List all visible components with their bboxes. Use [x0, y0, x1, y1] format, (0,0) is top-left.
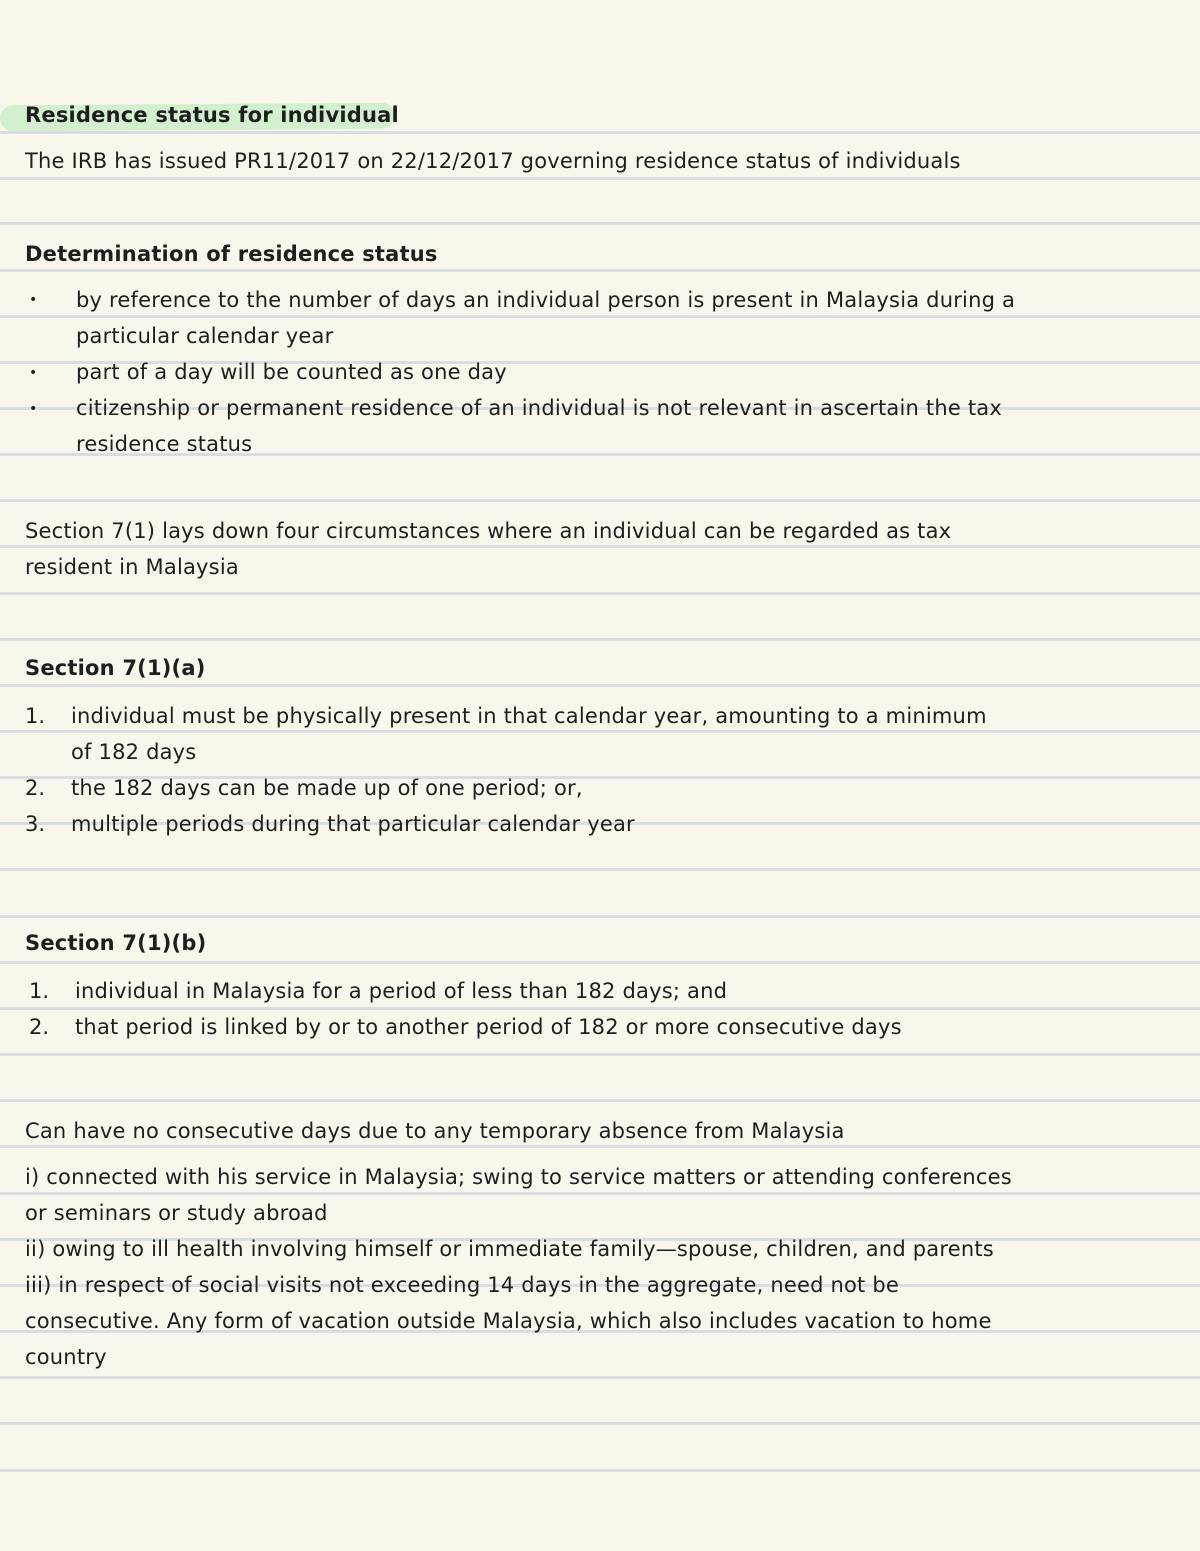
- list-number: 2.: [29, 1015, 50, 1039]
- section71a-item-2: the 182 days can be made up of one period; or,: [71, 776, 583, 800]
- determination-bullet-1-line-2: particular calendar year: [76, 324, 334, 348]
- rule-line: [0, 915, 1200, 918]
- absence-line-6: country: [25, 1345, 107, 1369]
- absence-line-1: i) connected with his service in Malaysia; swing to service matters or attending conferences: [25, 1165, 1012, 1189]
- rule-line: [0, 1099, 1200, 1102]
- section71-line-1: Section 7(1) lays down four circumstances where an individual can be regarded as tax: [25, 519, 952, 543]
- rule-line: [0, 1053, 1200, 1056]
- absence-line-5: consecutive. Any form of vacation outside Malaysia, which also includes vacation to home: [25, 1309, 992, 1333]
- rule-line: [0, 1376, 1200, 1379]
- section71b-item-2: that period is linked by or to another period of 182 or more consecutive days: [75, 1015, 902, 1039]
- section71b-heading: Section 7(1)(b): [25, 931, 207, 955]
- section71b-item-1: individual in Malaysia for a period of less than 182 days; and: [75, 979, 728, 1003]
- section71a-item-1-line-1: individual must be physically present in that calendar year, amounting to a minimum: [71, 704, 987, 728]
- section71a-heading: Section 7(1)(a): [25, 656, 206, 680]
- list-number: 1.: [25, 704, 46, 728]
- rule-line: [0, 1469, 1200, 1472]
- intro-text: The IRB has issued PR11/2017 on 22/12/2017 governing residence status of individuals: [25, 149, 961, 173]
- absence-heading: Can have no consecutive days due to any temporary absence from Malaysia: [25, 1119, 845, 1143]
- list-number: 2.: [25, 776, 46, 800]
- rule-line: [0, 592, 1200, 595]
- rule-line: [0, 499, 1200, 502]
- determination-heading: Determination of residence status: [25, 242, 438, 266]
- rule-line: [0, 868, 1200, 871]
- page-title: Residence status for individual: [25, 103, 399, 127]
- bullet-icon: •: [29, 365, 38, 381]
- determination-bullet-2: part of a day will be counted as one day: [76, 360, 507, 384]
- determination-bullet-3-line-2: residence status: [76, 432, 253, 456]
- list-number: 1.: [29, 979, 50, 1003]
- bullet-icon: •: [29, 401, 38, 417]
- section71-line-2: resident in Malaysia: [25, 555, 239, 579]
- rule-line: [0, 222, 1200, 225]
- section71a-item-3: multiple periods during that particular calendar year: [71, 812, 635, 836]
- absence-line-3: ii) owing to ill health involving himself or immediate family—spouse, children, and parents: [25, 1237, 994, 1261]
- section71a-item-1-line-2: of 182 days: [71, 740, 197, 764]
- determination-bullet-1-line-1: by reference to the number of days an individual person is present in Malaysia during a: [76, 288, 1016, 312]
- determination-bullet-3-line-1: citizenship or permanent residence of an individual is not relevant in ascertain the tax: [76, 396, 1002, 420]
- absence-line-4: iii) in respect of social visits not exceeding 14 days in the aggregate, need not be: [25, 1273, 900, 1297]
- rule-line: [0, 961, 1200, 964]
- bullet-icon: •: [29, 292, 38, 308]
- absence-line-2: or seminars or study abroad: [25, 1201, 328, 1225]
- list-number: 3.: [25, 812, 46, 836]
- rule-line: [0, 638, 1200, 641]
- rule-line: [0, 1422, 1200, 1425]
